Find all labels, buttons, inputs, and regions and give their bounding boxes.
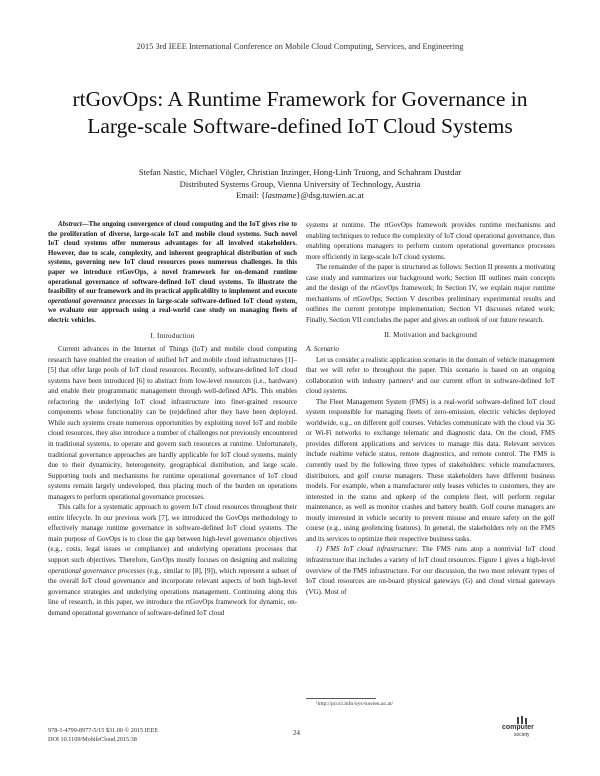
footnote: ¹http://pcccl.info/oys-tuwien.ac.at/ (316, 701, 394, 707)
computer-society-logo (484, 716, 538, 744)
right-paragraph-1: systems at runtime. The rtGovOps framework provides runtime mechanisms and enabling techniques to reduce the complexity of IoT cloud operational governance, thus enabling operations managers to perform custom operational governance processes more efficiently in large-scale IoT cloud systems. (306, 221, 555, 261)
author-block (0, 167, 600, 202)
title-line-2: Large-scale Software-defined IoT Cloud Systems (87, 114, 513, 138)
email-prefix: Email: { (236, 190, 266, 200)
conference-header: 2015 3rd IEEE International Conference on Mobile Cloud Computing, Services, and Engineering (136, 42, 464, 51)
title-line-1: rtGovOps: A Runtime Framework for Governance in (72, 87, 528, 111)
infrastructure-lead: 1) FMS IoT cloud infrastructure: (316, 545, 418, 554)
subsection-heading-scenario: A. Scenario (306, 345, 339, 354)
abstract-part-2: in large-scale software-defined IoT cloud system, we evaluate our approach using a real-world case study on managing fleets of electric vehicles. (48, 297, 297, 324)
email-suffix: }@dsg.tuwien.ac.at (296, 190, 364, 200)
section-heading-motivation: II. Motivation and background (384, 331, 477, 340)
affiliation: Distributed Systems Group, Vienna University of Technology, Austria (179, 178, 421, 189)
scenario-paragraph-2: The Fleet Management System (FMS) is a real-world software-defined IoT cloud system responsible for managing fleets of zero-emission, electric vehicles deployed worldwide, e.g., on different golf courses. Vehicles communicate with the cloud via 3G or Wi-Fi networks to exchange telematic and diagnostic data. On the cloud, FMS provides different applications and services to manage this data. Relevant services include realtime vehicle status, remote diagnostics, and remote control. The FMS is currently used by the following three types of stakeholders: vehicle manufacturers, distributors, and golf course managers. These stakeholders have different business models. For example, when a manufacturer only leases vehicles to customers, they are interested in the status and upkeep of the complete fleet, will perform regular maintenance, as well as monitor crashes and battery health. Golf course managers are mostly interested in vehicle security to prevent misuse and ensure safety on the golf course (e.g., using geofencing features). In general, the stakeholders rely on the FMS and its services to optimize their respective business tasks. (306, 397, 555, 543)
abstract (48, 220, 297, 326)
page-number: 24 (293, 729, 300, 737)
intro-paragraph-2 (48, 502, 297, 618)
left-column (48, 220, 297, 618)
section-heading-introduction: I. Introduction (150, 331, 195, 340)
intro-paragraph-1: Current advances in the Internet of Things (IoT) and mobile cloud computing research have enabled the creation of unified IoT and mobile cloud infrastructures [1]–[5] that offer large pools of IoT cloud resources. Recently, software-defined IoT cloud systems have been introduced [6] to abstract from low-level resources (i.e., hardware) and enable their programmatic management through well-defined APIs. This enables refactoring the underlying IoT cloud infrastructure into finer-grained resource components whose functionality can be (re)defined after they have been deployed. While such systems create numerous opportunities by exploiting novel IoT and mobile cloud resources, they also introduce a number of challenges not previously encountered in traditional systems, to operate and govern such resources at runtime. Unfortunately, traditional governance approaches are hardly applicable for IoT cloud systems, mainly due to their dynamicity, heterogeneity, geographical distribution, and large scale. Supporting tools and mechanisms for runtime operational governance of IoT cloud systems remain largely undeveloped, thus placing much of the burden on operations managers to perform operational governance processes. (48, 345, 297, 501)
scenario-paragraph-1: Let us consider a realistic application scenario in the domain of vehicle management that we will refer to throughout the paper. This scenario is based on an ongoing collaboration with industry partners¹ and our current effort in software-defined IoT cloud systems. (306, 355, 555, 396)
right-paragraph-2: The remainder of the paper is structured as follows: Section II presents a motivating case study and summarizes our background work; Section III outlines main concepts and the design of the rtGovOps framework; In Section IV, we explain major runtime mechanisms of rtGovOps; Section V describes preliminary experimental results and outlines the current prototype implementation; Section VI discusses related work; Finally, Section VII concludes the paper and gives an outlook of our future research. (306, 263, 555, 324)
paper-title (30, 86, 570, 140)
abstract-emphasis: operational governance processes (48, 297, 146, 305)
author-names: Stefan Nastic, Michael Vögler, Christian Inzinger, Hong-Linh Truong, and Schahram Dustdar (138, 167, 462, 177)
footnote-rule (306, 698, 376, 699)
intro-p2-end: (e.g., similar to [8], [9]), which represent a subset of the overall IoT cloud governance and incorporate relevant aspects of both high-level governance strategies and underlying operations management. Continuing along this line of research, in this paper, we introduce the rtGovOps framework for dynamic, on-demand operational governance of software-defined IoT cloud (48, 566, 297, 617)
computer-society-logo-mark-icon (517, 716, 527, 724)
email-line (0, 190, 600, 202)
abstract-lead: Abstract (58, 221, 82, 228)
infrastructure-body: The FMS runs atop a nontrivial IoT cloud infrastructure that includes a variety of IoT cloud resources. Figure 1 gives a high-level overview of the FMS infrastructure. For our discussion, the two most relevant types of IoT cloud resources are on-board physical gateways (G) and cloud virtual gateways (VG). Most of (306, 545, 555, 596)
footer-publication-info (48, 727, 158, 745)
intro-p2-emphasis: operational governance processes (48, 566, 146, 575)
abstract-part-1: —The ongoing convergence of cloud computing and the IoT gives rise to the proliferation of diverse, large-scale IoT and mobile cloud systems. Such novel IoT cloud systems offer numerous advantages for all involved stakeholders. However, due to scale, complexity, and inherent geographical distribution of such systems, governing new IoT cloud resources poses numerous challenges. In this paper we introduce rtGovOps, a novel framework for on-demand runtime operational governance of software-defined IoT cloud systems. To illustrate the feasibility of our framework and its practical applicability to implement and execute (48, 221, 297, 296)
isbn-line: 978-1-4799-8977-5/15 $31.00 © 2015 IEEE (48, 727, 159, 734)
doi-line: DOI 10.1109/MobileCloud.2015.38 (48, 735, 137, 743)
right-column (306, 220, 555, 597)
logo-word-computer: computer (502, 724, 534, 731)
intro-p2-start: This calls for a systematic approach to govern IoT cloud resources throughout their entire lifecycle. In our previous work [7], we introduced the GovOps methodology to effectively manage runtime governance in software-defined IoT cloud systems. The main purpose of GovOps is to close the gap between high-level governance objectives (e.g., costs, legal issues or compliance) and underlying operations processes that support such objectives. Therefore, GovOps mostly focuses on designing and realizing (48, 503, 297, 565)
infrastructure-paragraph (306, 544, 555, 597)
logo-word-society: society (514, 732, 530, 738)
email-handle: lastname (265, 190, 297, 200)
